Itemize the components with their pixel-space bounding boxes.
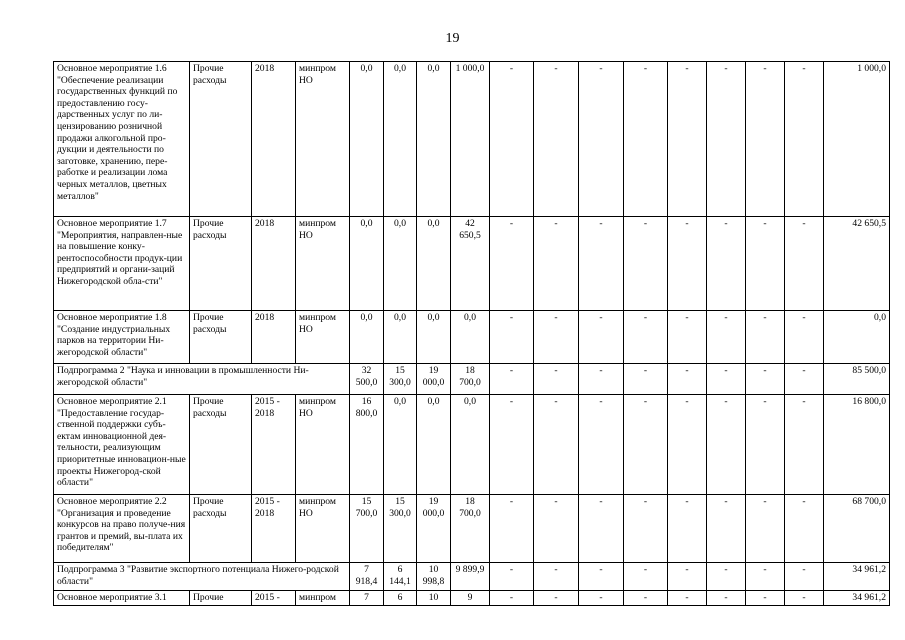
dash-cell: - (534, 591, 579, 606)
dash-cell: - (579, 62, 624, 217)
total-cell: 68 700,0 (824, 495, 890, 563)
dash-cell: - (624, 395, 668, 495)
value-2017-cell: 10 998,8 (417, 563, 451, 591)
dash-cell: - (579, 364, 624, 395)
value-2018-cell: 18 700,0 (451, 495, 490, 563)
value-2018-cell: 9 (451, 591, 490, 606)
years-cell: 2018 (252, 311, 296, 364)
value-2016-cell: 15 300,0 (384, 495, 417, 563)
page-number: 19 (445, 31, 460, 46)
dash-cell: - (668, 591, 707, 606)
value-2015-cell: 0,0 (350, 62, 384, 217)
dash-cell: - (579, 563, 624, 591)
value-2016-cell: 0,0 (384, 395, 417, 495)
dash-cell: - (579, 591, 624, 606)
value-2016-cell: 0,0 (384, 62, 417, 217)
measure-row (54, 311, 890, 364)
value-2015-cell: 16 800,0 (350, 395, 384, 495)
value-2018-cell: 18 700,0 (451, 364, 490, 395)
value-2017-cell: 0,0 (417, 311, 451, 364)
subprogram-row (54, 563, 890, 591)
expense-type-cell: Прочие расходы (190, 62, 252, 217)
dash-cell: - (668, 495, 707, 563)
dash-cell: - (534, 495, 579, 563)
total-cell: 85 500,0 (824, 364, 890, 395)
total-cell: 1 000,0 (824, 62, 890, 217)
dash-cell: - (668, 395, 707, 495)
dash-cell: - (624, 591, 668, 606)
dash-cell: - (746, 217, 785, 311)
value-2017-cell: 0,0 (417, 395, 451, 495)
value-2018-cell: 0,0 (451, 311, 490, 364)
total-cell: 34 961,2 (824, 591, 890, 606)
value-2016-cell: 6 144,1 (384, 563, 417, 591)
value-2018-cell: 1 000,0 (451, 62, 490, 217)
value-2015-cell: 32 500,0 (350, 364, 384, 395)
dash-cell: - (707, 395, 746, 495)
value-2017-cell: 0,0 (417, 62, 451, 217)
executor-cell: минпром НО (296, 311, 350, 364)
measure-name-cell: Основное мероприятие 2.1 "Предоставление государ-ственной поддержки субъ-ектам инновационной дея-тельности, реализующим приоритетные инновацион-ные проекты Нижегород-ской области" (54, 395, 190, 495)
subprogram-name-cell: Подпрограмма 2 "Наука и инновации в промышленности Ни-жегородской области" (54, 364, 350, 395)
dash-cell: - (707, 495, 746, 563)
dash-cell: - (746, 563, 785, 591)
executor-cell: минпром (296, 591, 350, 606)
dash-cell: - (624, 217, 668, 311)
value-2016-cell: 6 (384, 591, 417, 606)
dash-cell: - (707, 364, 746, 395)
dash-cell: - (490, 62, 534, 217)
value-2015-cell: 0,0 (350, 311, 384, 364)
dash-cell: - (707, 563, 746, 591)
dash-cell: - (579, 217, 624, 311)
value-2018-cell: 9 899,9 (451, 563, 490, 591)
dash-cell: - (746, 62, 785, 217)
dash-cell: - (746, 495, 785, 563)
dash-cell: - (490, 364, 534, 395)
budget-table (53, 61, 890, 606)
expense-type-cell: Прочие расходы (190, 217, 252, 311)
dash-cell: - (707, 311, 746, 364)
dash-cell: - (785, 395, 824, 495)
dash-cell: - (534, 395, 579, 495)
subprogram-row (54, 364, 890, 395)
total-cell: 34 961,2 (824, 563, 890, 591)
dash-cell: - (490, 563, 534, 591)
dash-cell: - (746, 364, 785, 395)
measure-row (54, 495, 890, 563)
dash-cell: - (579, 311, 624, 364)
dash-cell: - (624, 495, 668, 563)
expense-type-cell: Прочие расходы (190, 395, 252, 495)
dash-cell: - (668, 311, 707, 364)
measure-name-cell: Основное мероприятие 2.2 "Организация и проведение конкурсов на право получе-ния грантов и премий, вы-плата их победителям" (54, 495, 190, 563)
dash-cell: - (668, 217, 707, 311)
dash-cell: - (785, 311, 824, 364)
dash-cell: - (534, 364, 579, 395)
dash-cell: - (490, 217, 534, 311)
dash-cell: - (746, 591, 785, 606)
dash-cell: - (624, 563, 668, 591)
dash-cell: - (579, 495, 624, 563)
dash-cell: - (668, 364, 707, 395)
executor-cell: минпром НО (296, 495, 350, 563)
years-cell: 2015 - (252, 591, 296, 606)
dash-cell: - (534, 563, 579, 591)
dash-cell: - (707, 591, 746, 606)
measure-row (54, 591, 890, 606)
dash-cell: - (490, 395, 534, 495)
total-cell: 0,0 (824, 311, 890, 364)
value-2016-cell: 15 300,0 (384, 364, 417, 395)
value-2017-cell: 19 000,0 (417, 364, 451, 395)
dash-cell: - (624, 311, 668, 364)
expense-type-cell: Прочие расходы (190, 311, 252, 364)
value-2015-cell: 15 700,0 (350, 495, 384, 563)
value-2016-cell: 0,0 (384, 217, 417, 311)
dash-cell: - (668, 563, 707, 591)
dash-cell: - (707, 217, 746, 311)
value-2018-cell: 0,0 (451, 395, 490, 495)
dash-cell: - (746, 395, 785, 495)
dash-cell: - (746, 311, 785, 364)
dash-cell: - (490, 311, 534, 364)
dash-cell: - (785, 62, 824, 217)
years-cell: 2015 - 2018 (252, 395, 296, 495)
dash-cell: - (490, 495, 534, 563)
dash-cell: - (534, 62, 579, 217)
dash-cell: - (785, 591, 824, 606)
dash-cell: - (785, 364, 824, 395)
dash-cell: - (534, 311, 579, 364)
measure-name-cell: Основное мероприятие 1.7 "Мероприятия, направлен-ные на повышение конку-рентоспособности продук-ции предприятий и органи-заций Нижегородской обла-сти" (54, 217, 190, 311)
dash-cell: - (624, 364, 668, 395)
measure-row (54, 62, 890, 217)
measure-name-cell: Основное мероприятие 3.1 (54, 591, 190, 606)
years-cell: 2018 (252, 62, 296, 217)
value-2017-cell: 0,0 (417, 217, 451, 311)
value-2015-cell: 7 (350, 591, 384, 606)
value-2017-cell: 10 (417, 591, 451, 606)
measure-name-cell: Основное мероприятие 1.6 "Обеспечение реализации государственных функций по предоставлению госу-дарственных услуг по ли-цензированию розничной продажи алкогольной про-дукции и деятельности по заготовке, хранению, пере-работке и реализации лома черных металлов, цветных металлов" (54, 62, 190, 217)
executor-cell: минпром НО (296, 62, 350, 217)
value-2016-cell: 0,0 (384, 311, 417, 364)
value-2015-cell: 0,0 (350, 217, 384, 311)
total-cell: 16 800,0 (824, 395, 890, 495)
value-2015-cell: 7 918,4 (350, 563, 384, 591)
executor-cell: минпром НО (296, 217, 350, 311)
dash-cell: - (785, 563, 824, 591)
subprogram-name-cell: Подпрограмма 3 "Развитие экспортного потенциала Нижего-родской области" (54, 563, 350, 591)
expense-type-cell: Прочие (190, 591, 252, 606)
years-cell: 2015 - 2018 (252, 495, 296, 563)
executor-cell: минпром НО (296, 395, 350, 495)
value-2017-cell: 19 000,0 (417, 495, 451, 563)
dash-cell: - (579, 395, 624, 495)
dash-cell: - (534, 217, 579, 311)
years-cell: 2018 (252, 217, 296, 311)
dash-cell: - (668, 62, 707, 217)
dash-cell: - (490, 591, 534, 606)
dash-cell: - (785, 495, 824, 563)
total-cell: 42 650,5 (824, 217, 890, 311)
measure-row (54, 217, 890, 311)
expense-type-cell: Прочие расходы (190, 495, 252, 563)
dash-cell: - (624, 62, 668, 217)
value-2018-cell: 42 650,5 (451, 217, 490, 311)
measure-row (54, 395, 890, 495)
dash-cell: - (785, 217, 824, 311)
measure-name-cell: Основное мероприятие 1.8 "Создание индустриальных парков на территории Ни-жегородской области" (54, 311, 190, 364)
dash-cell: - (707, 62, 746, 217)
